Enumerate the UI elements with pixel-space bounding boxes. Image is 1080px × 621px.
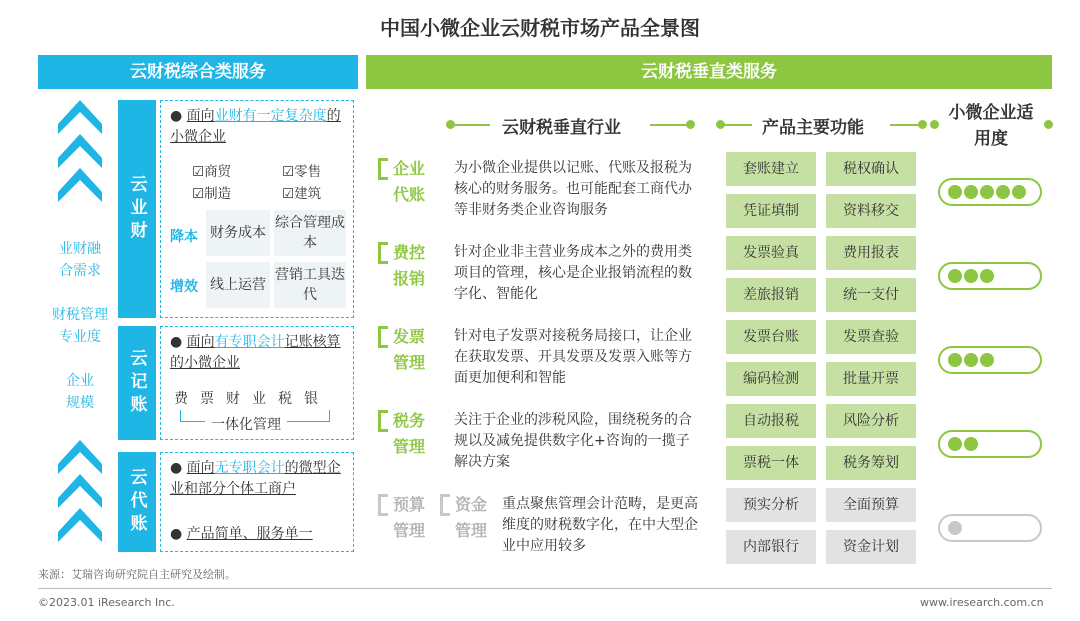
function-box: 批量开票 xyxy=(826,362,916,396)
industry-name: 企业 代账 xyxy=(392,159,425,204)
industry-name: 税务 管理 xyxy=(392,411,425,456)
header-line xyxy=(890,124,920,126)
header-dot xyxy=(918,120,927,129)
cell-finance-cost: 财务成本 xyxy=(206,210,270,256)
char-shui: 税 xyxy=(278,391,292,407)
function-box: 费用报表 xyxy=(826,236,916,270)
char-cai: 财 xyxy=(226,391,240,407)
function-box: 发票台账 xyxy=(726,320,816,354)
header-line xyxy=(722,124,752,126)
chevron-down-icon xyxy=(56,440,104,550)
row-label-zengxiao: 增效 xyxy=(170,279,198,295)
fit-dot xyxy=(964,185,978,199)
fit-dot xyxy=(948,269,962,283)
function-box: 差旅报销 xyxy=(726,278,816,312)
industry-description: 关注于企业的涉税风险，围绕税务的合规以及减免提供数字化+咨询的一揽子解决方案 xyxy=(454,412,692,470)
yundaizhang-target: ● 面向无专职会计的微型企业和部分个体工商户 xyxy=(170,460,341,497)
fit-dot xyxy=(948,521,962,535)
yundaizhang-tab: 云代账 xyxy=(118,452,156,552)
cell-management-cost: 综合管理成本 xyxy=(274,210,346,256)
copyright: ©2023.01 iResearch Inc. xyxy=(38,596,175,609)
industry-description: 针对企业非主营业务成本之外的费用类项目的管理，核心是企业报销流程的数字化、智能化 xyxy=(454,244,692,302)
fit-dot xyxy=(948,437,962,451)
cell-marketing-tools: 营销工具迭代 xyxy=(274,262,346,308)
integration-chars xyxy=(168,388,324,408)
char-ye: 业 xyxy=(252,391,266,407)
left-label-6: 规模 xyxy=(66,395,94,411)
industry-name: 费控 报销 xyxy=(392,243,425,288)
header-dot xyxy=(686,120,695,129)
fit-dot xyxy=(1012,185,1026,199)
footer-rule xyxy=(38,588,1052,589)
char-fei: 费 xyxy=(174,391,188,407)
fit-rating xyxy=(938,430,1042,458)
fit-rating xyxy=(938,178,1042,206)
left-label-5: 企业 xyxy=(66,373,94,389)
check-lingshou: ☑零售 xyxy=(282,164,322,180)
fit-dot xyxy=(964,353,978,367)
function-box: 自动报税 xyxy=(726,404,816,438)
function-box: 统一支付 xyxy=(826,278,916,312)
function-box: 套账建立 xyxy=(726,152,816,186)
yunjizhang-target: ● 面向有专职会计记账核算的小微企业 xyxy=(170,334,341,371)
page-title: 中国小微企业云财税市场产品全景图 xyxy=(380,16,700,40)
fit-dot xyxy=(948,353,962,367)
function-box: 发票验真 xyxy=(726,236,816,270)
industry-name: 预算 管理 xyxy=(392,495,425,540)
left-label-1: 业财融 xyxy=(59,241,101,257)
fit-dot xyxy=(980,185,994,199)
industry-description: 为小微企业提供以记账、代账及报税为核心的财务服务。也可能配套工商代办等非财务类企业咨询服务 xyxy=(454,160,692,218)
fit-dot xyxy=(980,269,994,283)
function-box: 发票查验 xyxy=(826,320,916,354)
header-dot xyxy=(1044,120,1053,129)
comprehensive-services-header: 云财税综合类服务 xyxy=(38,55,358,89)
function-box: 税权确认 xyxy=(826,152,916,186)
website: www.iresearch.com.cn xyxy=(920,596,1044,609)
function-box: 全面预算 xyxy=(826,488,916,522)
fit-dot xyxy=(980,353,994,367)
row-label-jiangben: 降本 xyxy=(170,229,198,245)
yundaizhang-bullet2: ● 产品简单、服务单一 xyxy=(170,526,313,542)
left-label-4: 专业度 xyxy=(59,329,101,345)
header-dot xyxy=(930,120,939,129)
function-box: 预实分析 xyxy=(726,488,816,522)
industry-description: 针对电子发票对接税务局接口，让企业在获取发票、开具发票及发票入账等方面更加便利和智能 xyxy=(454,328,692,386)
fit-dot xyxy=(996,185,1010,199)
fit-dot xyxy=(964,269,978,283)
integration-label: 一体化管理 xyxy=(205,414,287,434)
fit-column-header: 小微企业适用度 xyxy=(948,103,1034,149)
function-box: 税务筹划 xyxy=(826,446,916,480)
source-note: 来源：艾瑞咨询研究院自主研究及绘制。 xyxy=(38,568,236,581)
check-zhizao: ☑制造 xyxy=(192,186,232,202)
left-label-3: 财税管理 xyxy=(52,307,108,323)
fit-dot xyxy=(964,437,978,451)
industry-name: 资金 管理 xyxy=(454,495,487,540)
fit-rating xyxy=(938,262,1042,290)
cell-online-ops: 线上运营 xyxy=(206,262,270,308)
industry-column-header: 云财税垂直行业 xyxy=(502,118,621,138)
check-shangmao: ☑商贸 xyxy=(192,164,232,180)
fit-rating xyxy=(938,346,1042,374)
header-line xyxy=(452,124,490,126)
header-line xyxy=(650,124,688,126)
check-jianzhu: ☑建筑 xyxy=(282,186,322,202)
function-box: 内部银行 xyxy=(726,530,816,564)
function-column-header: 产品主要功能 xyxy=(762,118,864,138)
char-piao: 票 xyxy=(200,391,214,407)
function-box: 编码检测 xyxy=(726,362,816,396)
industry-description: 重点聚焦管理会计范畴，是更高维度的财税数字化，在中大型企业中应用较多 xyxy=(502,496,698,554)
fit-rating xyxy=(938,514,1042,542)
left-label-2: 合需求 xyxy=(59,263,101,279)
yunyecai-target: ● 面向业财有一定复杂度的小微企业 xyxy=(170,108,341,145)
function-box: 资金计划 xyxy=(826,530,916,564)
function-box: 票税一体 xyxy=(726,446,816,480)
yunyecai-tab: 云业财 xyxy=(118,100,156,318)
function-box: 凭证填制 xyxy=(726,194,816,228)
industry-name: 发票 管理 xyxy=(392,327,425,372)
fit-dot xyxy=(948,185,962,199)
function-box: 风险分析 xyxy=(826,404,916,438)
function-box: 资料移交 xyxy=(826,194,916,228)
vertical-services-header: 云财税垂直类服务 xyxy=(366,55,1052,89)
char-yin: 银 xyxy=(304,391,318,407)
chevron-up-icon xyxy=(56,100,104,210)
yunjizhang-tab: 云记账 xyxy=(118,326,156,440)
